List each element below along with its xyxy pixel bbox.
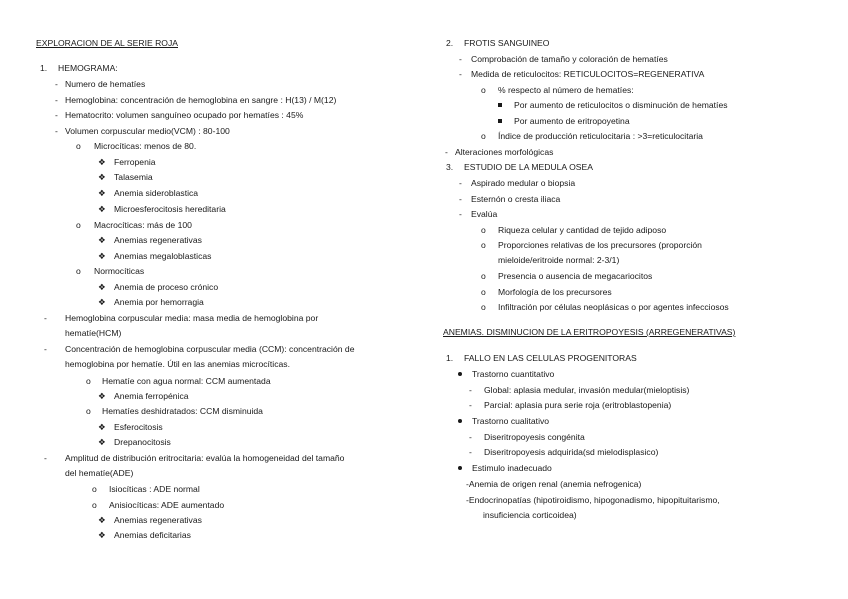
diamond-icon: ❖: [98, 297, 106, 307]
list-number: 2.: [446, 38, 454, 48]
circle-marker: o: [481, 302, 486, 312]
circle-marker: o: [76, 220, 81, 230]
diamond-icon: ❖: [98, 204, 106, 214]
list-number: 3.: [446, 162, 454, 172]
list-item: Anemia de proceso crónico: [114, 282, 219, 292]
list-item: Global: aplasia medular, invasión medular(mieloptisis): [484, 385, 690, 395]
list-item: Normocíticas: [94, 266, 145, 276]
list-item: Hematíes deshidratados: CCM disminuida: [102, 406, 263, 416]
list-item: Trastorno cualitativo: [472, 416, 550, 426]
list-item: Hemoglobina corpuscular media: masa media de hemoglobina por: [65, 313, 319, 323]
circle-marker: o: [86, 406, 91, 416]
list-item: Parcial: aplasia pura serie roja (eritroblastopenia): [484, 400, 672, 410]
list-item: Anemia ferropénica: [114, 391, 189, 401]
list-item: Por aumento de reticulocitos o disminución de hematíes: [514, 100, 728, 110]
list-item: Medida de reticulocitos: RETICULOCITOS=REGENERATIVA: [471, 69, 705, 79]
dot-bullet: [458, 419, 462, 423]
diamond-icon: ❖: [98, 437, 106, 447]
list-item-cont: insuficiencia corticoidea): [483, 510, 577, 520]
list-item: Infiltración por células neoplásicas o por agentes infecciosos: [498, 302, 729, 312]
circle-marker: o: [481, 271, 486, 281]
circle-marker: o: [86, 376, 91, 386]
dash-marker: -: [469, 400, 472, 410]
dash-marker: -: [55, 95, 58, 105]
list-item: Hematíe con agua normal: CCM aumentada: [102, 376, 271, 386]
list-item: Comprobación de tamaño y coloración de hematíes: [471, 54, 668, 64]
heading-fallo: FALLO EN LAS CELULAS PROGENITORAS: [464, 353, 637, 363]
list-item: Microesferocitosis hereditaria: [114, 204, 226, 214]
dash-marker: -: [469, 447, 472, 457]
heading-medula: ESTUDIO DE LA MEDULA OSEA: [464, 162, 593, 172]
list-item: Alteraciones morfológicas: [455, 147, 554, 157]
dash-marker: -: [44, 453, 47, 463]
list-item: Anemias megaloblasticas: [114, 251, 212, 261]
list-item: Talasemia: [114, 172, 153, 182]
dash-marker: -: [469, 385, 472, 395]
list-item: Drepanocitosis: [114, 437, 171, 447]
list-item: Diseritropoyesis congénita: [484, 432, 585, 442]
list-item: Proporciones relativas de los precursores (proporción: [498, 240, 702, 250]
list-item: -Endocrinopatías (hipotiroidismo, hipogonadismo, hipopituitarismo,: [466, 495, 720, 505]
dot-bullet: [458, 466, 462, 470]
dash-marker: -: [459, 69, 462, 79]
list-item: Macrocíticas: más de 100: [94, 220, 192, 230]
list-item: Anemias regenerativas: [114, 515, 202, 525]
list-item: Esternón o cresta iliaca: [471, 194, 561, 204]
dash-marker: -: [459, 209, 462, 219]
list-item: Ferropenia: [114, 157, 156, 167]
circle-marker: o: [92, 484, 97, 494]
list-item: Hematocrito: volumen sanguíneo ocupado por hematíes : 45%: [65, 110, 304, 120]
circle-marker: o: [481, 240, 486, 250]
list-item: % respecto al número de hematíes:: [498, 85, 634, 95]
dash-marker: -: [55, 110, 58, 120]
list-item-cont: mieloide/eritroide normal: 2-3/1): [498, 255, 620, 265]
diamond-icon: ❖: [98, 235, 106, 245]
list-item: Por aumento de eritropoyetina: [514, 116, 630, 126]
diamond-icon: ❖: [98, 422, 106, 432]
diamond-icon: ❖: [98, 188, 106, 198]
dash-marker: -: [44, 313, 47, 323]
list-item: Microcíticas: menos de 80.: [94, 141, 197, 151]
diamond-icon: ❖: [98, 391, 106, 401]
list-item: Aspirado medular o biopsia: [471, 178, 576, 188]
list-item: -Anemia de origen renal (anemia nefrogenica): [466, 479, 642, 489]
heading-hemograma: HEMOGRAMA:: [58, 63, 118, 73]
circle-marker: o: [481, 131, 486, 141]
list-item: Anisiocíticas: ADE aumentado: [109, 500, 225, 510]
circle-marker: o: [76, 266, 81, 276]
square-bullet: [498, 103, 502, 107]
list-item: Volumen corpuscular medio(VCM) : 80-100: [65, 126, 230, 136]
circle-marker: o: [481, 287, 486, 297]
list-item: Anemia sideroblastica: [114, 188, 199, 198]
list-item: Esferocitosis: [114, 422, 163, 432]
list-item: Evalúa: [471, 209, 498, 219]
dash-marker: -: [445, 147, 448, 157]
list-item: Numero de hematíes: [65, 79, 146, 89]
circle-marker: o: [92, 500, 97, 510]
list-item: Presencia o ausencia de megacariocitos: [498, 271, 653, 281]
circle-marker: o: [76, 141, 81, 151]
dash-marker: -: [55, 126, 58, 136]
circle-marker: o: [481, 85, 486, 95]
list-item: Estimulo inadecuado: [472, 463, 552, 473]
dash-marker: -: [459, 54, 462, 64]
dash-marker: -: [459, 194, 462, 204]
list-item: Anemias regenerativas: [114, 235, 202, 245]
diamond-icon: ❖: [98, 282, 106, 292]
list-number: 1.: [446, 353, 454, 363]
list-item-cont: del hematíe(ADE): [65, 468, 134, 478]
diamond-icon: ❖: [98, 530, 106, 540]
dash-marker: -: [469, 432, 472, 442]
diamond-icon: ❖: [98, 172, 106, 182]
square-bullet: [498, 119, 502, 123]
list-item: Índice de producción reticulocitaria : >3=reticulocitaria: [498, 131, 703, 141]
dot-bullet: [458, 372, 462, 376]
list-item: Riqueza celular y cantidad de tejido adiposo: [498, 225, 667, 235]
list-item: Morfología de los precursores: [498, 287, 612, 297]
list-item: Anemias deficitarias: [114, 530, 191, 540]
diamond-icon: ❖: [98, 251, 106, 261]
dash-marker: -: [459, 178, 462, 188]
list-item: Trastorno cuantitativo: [472, 369, 555, 379]
diamond-icon: ❖: [98, 515, 106, 525]
section-title: ANEMIAS. DISMINUCION DE LA ERITROPOYESIS (ARREGENERATIVAS): [443, 327, 736, 337]
list-item: Anemia por hemorragia: [114, 297, 204, 307]
list-number: 1.: [40, 63, 48, 73]
list-item: Hemoglobina: concentración de hemoglobina en sangre : H(13) / M(12): [65, 95, 337, 105]
list-item: Isiocíticas : ADE normal: [109, 484, 200, 494]
dash-marker: -: [44, 344, 47, 354]
list-item-cont: hematíe(HCM): [65, 328, 122, 338]
circle-marker: o: [481, 225, 486, 235]
heading-frotis: FROTIS SANGUINEO: [464, 38, 550, 48]
diamond-icon: ❖: [98, 157, 106, 167]
list-item: Amplitud de distribución eritrocitaria: evalúa la homogeneidad del tamaño: [65, 453, 345, 463]
dash-marker: -: [55, 79, 58, 89]
section-title: EXPLORACION DE AL SERIE ROJA: [36, 38, 178, 48]
list-item-cont: hemoglobina por hematíe. Útil en las anemias microcíticas.: [65, 359, 290, 369]
list-item: Concentración de hemoglobina corpuscular media (CCM): concentración de: [65, 344, 355, 354]
list-item: Diseritropoyesis adquirida(sd mielodisplasico): [484, 447, 659, 457]
